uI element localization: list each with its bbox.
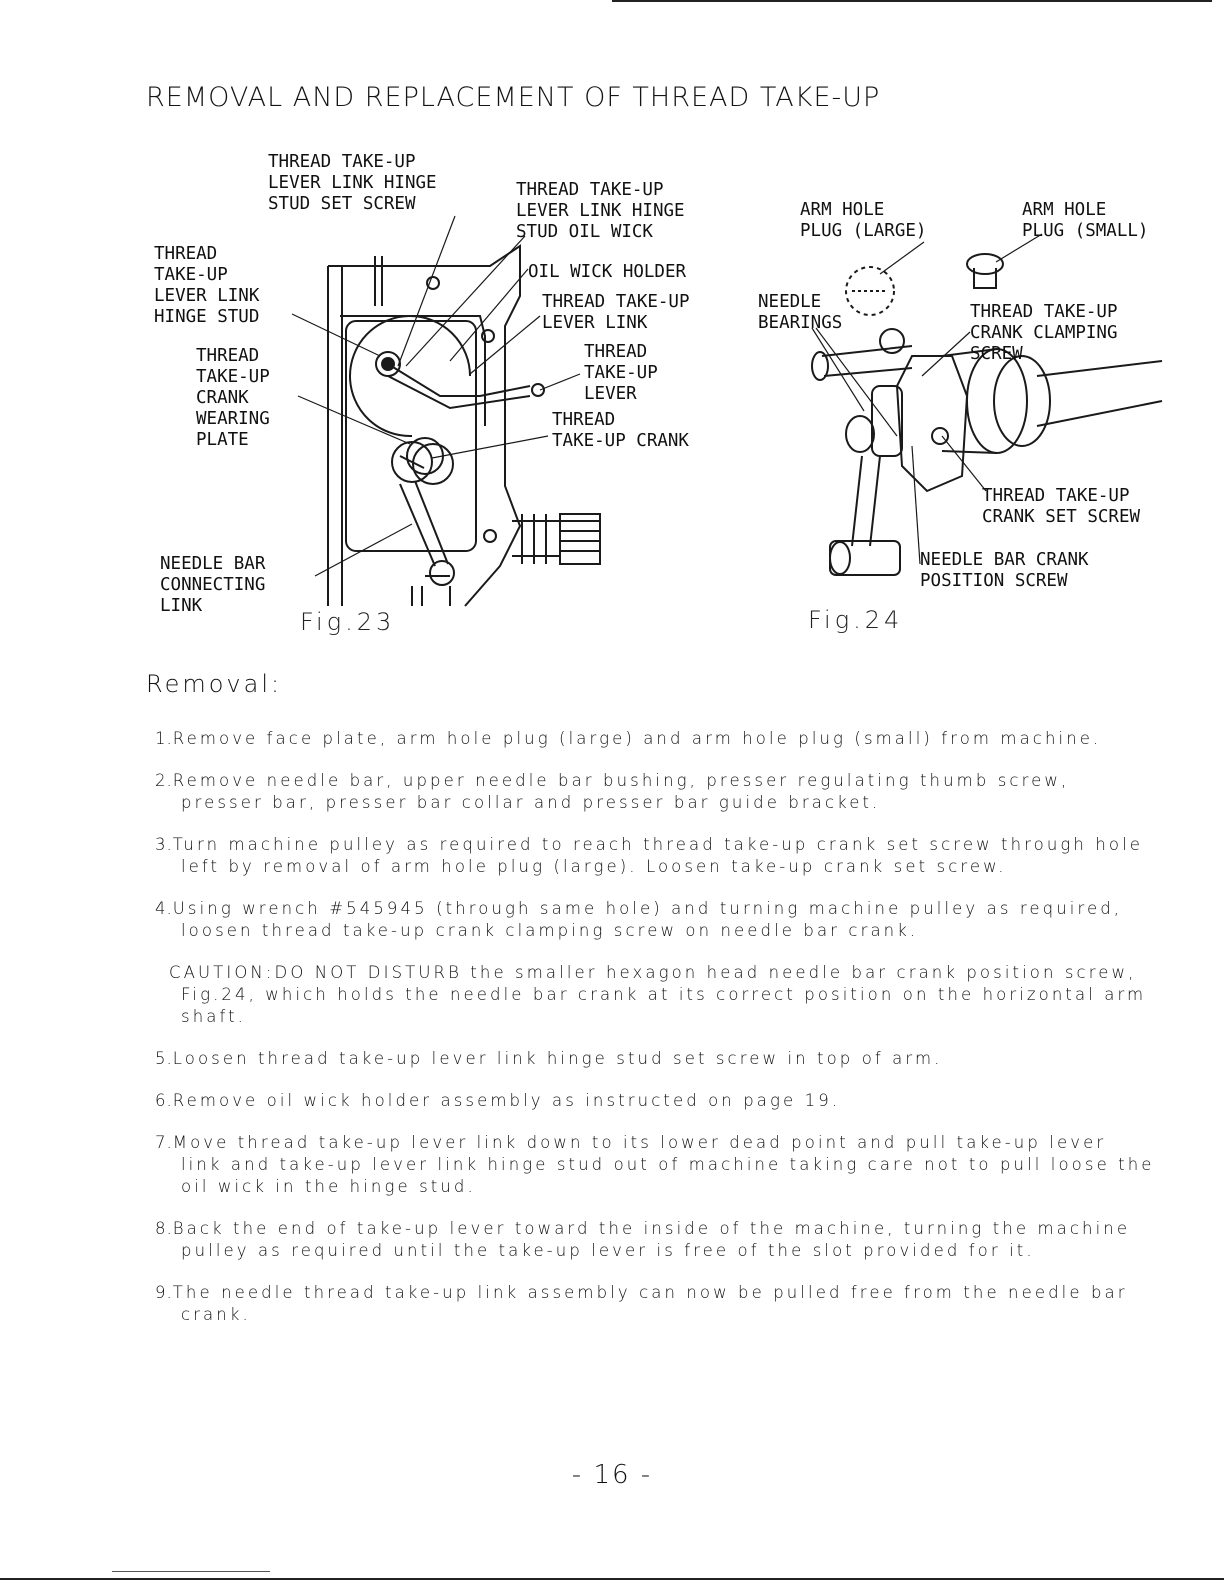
step-text: Loosen thread take-up lever link hinge stud set screw in top of arm.: [172, 1049, 943, 1068]
label-arm-hole-plug-small: ARM HOLE PLUG (SMALL): [1022, 200, 1149, 241]
label-crank-clamping-screw: THREAD TAKE-UP CRANK CLAMPING SCREW: [970, 302, 1118, 364]
caution-note: [167, 962, 1155, 1028]
label-take-up-lever: THREAD TAKE-UP LEVER: [584, 342, 658, 404]
label-lever-link: THREAD TAKE-UP LEVER LINK: [542, 292, 690, 333]
step-text: Move thread take-up lever link down to its lower dead point and pull take-up lever link and take-up lever link hinge stud out of machine taking care not to pull loose the oil wick in the hinge stud.: [172, 1133, 1155, 1196]
removal-heading: Removal:: [146, 670, 283, 698]
step-9: [155, 1282, 1155, 1326]
step-text: Remove face plate, arm hole plug (large) and arm hole plug (small) from machine.: [172, 729, 1102, 748]
figure-23: [150, 146, 750, 646]
label-needle-bearings: NEEDLE BEARINGS: [758, 292, 843, 333]
step-text: Remove oil wick holder assembly as instructed on page 19.: [172, 1091, 841, 1110]
step-number: 6.: [155, 1091, 173, 1110]
step-8: [155, 1218, 1155, 1262]
step-text: Back the end of take-up lever toward the inside of the machine, turning the machine pulley as required until the take-up lever is free of the slot provided for it.: [172, 1219, 1131, 1260]
step-text: The needle thread take-up link assembly can now be pulled free from the needle bar crank.: [172, 1283, 1128, 1324]
removal-steps: [155, 728, 1155, 1346]
step-4: [155, 898, 1155, 942]
label-arm-hole-plug-large: ARM HOLE PLUG (LARGE): [800, 200, 927, 241]
label-crank-wearing-plate: THREAD TAKE-UP CRANK WEARING PLATE: [196, 346, 270, 450]
step-number: 2.: [155, 771, 173, 790]
step-text: Turn machine pulley as required to reach thread take-up crank set screw through hole left by removal of arm hole plug (large). Loosen take-up crank set screw.: [172, 835, 1144, 876]
step-number: 3.: [155, 835, 173, 854]
step-number: 7.: [155, 1133, 173, 1152]
step-6: [155, 1090, 1155, 1112]
label-take-up-crank: THREAD TAKE-UP CRANK: [552, 410, 689, 451]
step-7: [155, 1132, 1155, 1198]
step-5: [155, 1048, 1155, 1070]
step-number: 4.: [155, 899, 173, 918]
figure-24-caption: Fig.24: [808, 606, 904, 634]
step-text: Remove needle bar, upper needle bar bushing, presser regulating thumb screw, presser bar, presser bar collar and presser bar guide bracket.: [172, 771, 1070, 812]
label-crank-set-screw: THREAD TAKE-UP CRANK SET SCREW: [982, 486, 1141, 527]
step-3: [155, 834, 1155, 878]
step-number: 5.: [155, 1049, 173, 1068]
label-oil-wick-holder: OIL WICK HOLDER: [528, 262, 687, 282]
step-number: 9.: [155, 1283, 173, 1302]
label-lever-link-hinge-stud-set-screw: THREAD TAKE-UP LEVER LINK HINGE STUD SET SCREW: [268, 152, 437, 214]
page-number: - 16 -: [571, 1460, 653, 1490]
label-needle-bar-crank-position-screw: NEEDLE BAR CRANK POSITION SCREW: [920, 550, 1089, 591]
label-lever-link-hinge-stud-oil-wick: THREAD TAKE-UP LEVER LINK HINGE STUD OIL WICK: [516, 180, 685, 242]
page-title: REMOVAL AND REPLACEMENT OF THREAD TAKE-UP: [146, 82, 881, 113]
step-2: [155, 770, 1155, 814]
step-text: Using wrench #545945 (through same hole) and turning machine pulley as required, loosen thread take-up crank clamping screw on needle bar crank.: [172, 899, 1123, 940]
figure-24: [752, 146, 1212, 646]
label-lever-link-hinge-stud: THREAD TAKE-UP LEVER LINK HINGE STUD: [154, 244, 260, 327]
top-rule: [612, 0, 1212, 2]
caution-text: CAUTION:DO NOT DISTURB the smaller hexagon head needle bar crank position screw, Fig.24, which holds the needle bar crank at its correct position on the horizontal arm shaft.: [169, 963, 1147, 1026]
step-1: [155, 728, 1155, 750]
label-needle-bar-connecting-link: NEEDLE BAR CONNECTING LINK: [160, 554, 266, 616]
step-number: 8.: [155, 1219, 173, 1238]
step-number: 1.: [155, 729, 173, 748]
bottom-rule-short: [112, 1571, 270, 1572]
bottom-rule: [0, 1578, 1224, 1580]
figure-23-caption: Fig.23: [300, 608, 396, 636]
